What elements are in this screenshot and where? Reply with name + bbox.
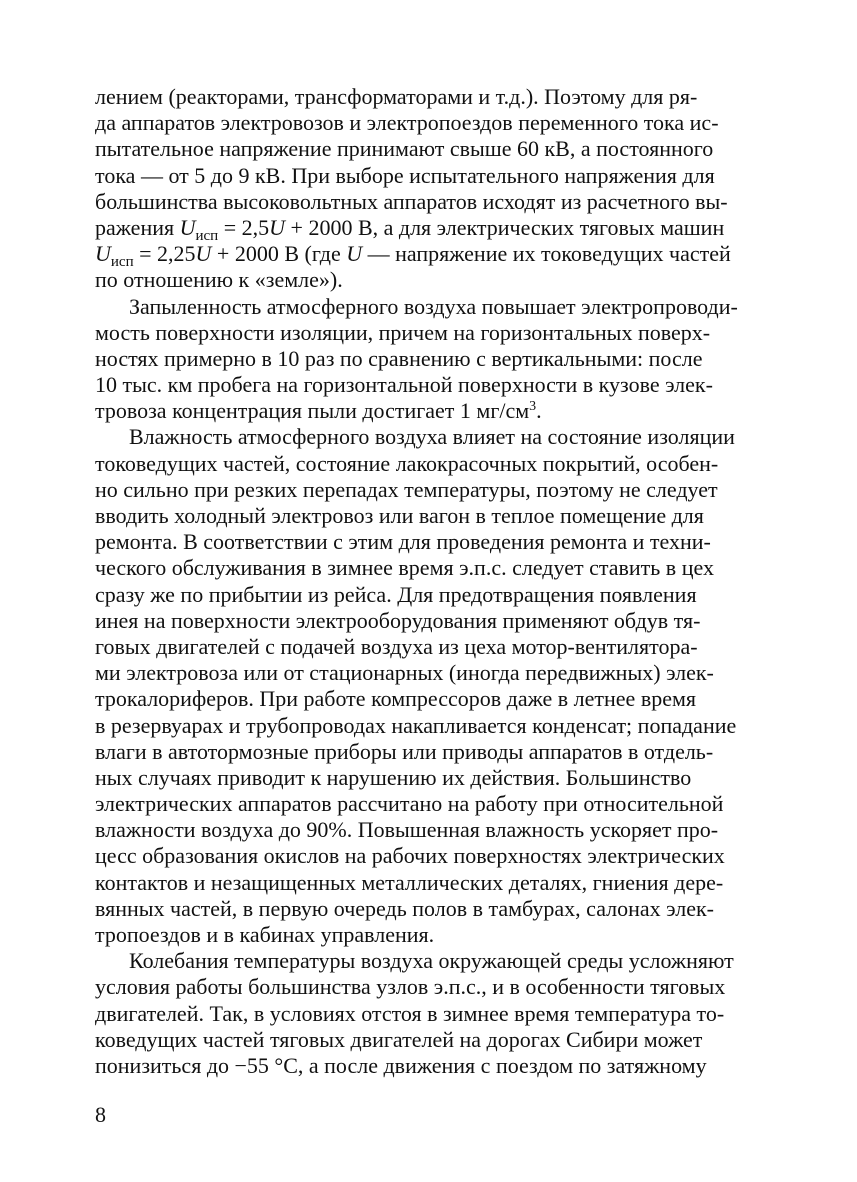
formula-variable: U (195, 241, 212, 267)
text-line: 10 тыс. км пробега на горизонтальной поверхности в кузове элек- (95, 372, 713, 398)
text-fragment: тровоза концентрация пыли достигает 1 мг/см (95, 398, 530, 424)
formula-variable: U (269, 214, 286, 240)
text-line: вводить холодный электровоз или вагон в теплое помещение для (95, 503, 704, 528)
formula-variable: U (95, 241, 111, 267)
page-number: 8 (95, 1102, 106, 1127)
text-line: да аппаратов электровозов и электропоездов переменного тока ис- (95, 110, 719, 136)
text-line: ных случаях приводит к нарушению их действия. Большинство (95, 764, 692, 790)
text-line: тропоездов и в кабинах управления. (95, 922, 435, 947)
text-line: Влажность атмосферного воздуха влияет на состояние изоляции (129, 424, 735, 450)
text-line: понизиться до −55 °С, а после движения с поездом по затяжному (95, 1052, 707, 1078)
text-line: цесс образования окислов на рабочих поверхностях электрических (95, 843, 725, 869)
paragraph (95, 294, 769, 425)
text-fragment: ражения (95, 214, 180, 240)
text-line: влажности воздуха до 90%. Повышенная влажность ускоряет про- (95, 817, 719, 843)
text-line: ностях примерно в 10 раз по сравнению с вертикальными: после (95, 345, 703, 371)
text-line: контактов и незащищенных металлических деталях, гниения дере- (95, 869, 724, 895)
text-line: Колебания температуры воздуха окружающей среды усложняют (129, 948, 734, 974)
text-line: ми электровоза или от стационарных (иногда передвижных) элек- (95, 660, 714, 686)
text-line: лением (реакторами, трансформаторами и т.д.). Поэтому для ря- (95, 84, 698, 109)
text-line: инея на поверхности электрооборудования применяют обдув тя- (95, 607, 701, 633)
formula-fragment: = 2,5 (218, 214, 270, 240)
paragraph (95, 424, 769, 948)
formula-subscript: исп (195, 227, 219, 244)
formula-fragment: = 2,25 (133, 241, 196, 267)
text-line: электрических аппаратов рассчитано на работу при относительной (95, 791, 724, 817)
text-line-formula (95, 241, 769, 271)
text-line: трокалориферов. При работе компрессоров даже в летнее время (95, 686, 697, 712)
formula-variable: U (179, 214, 196, 240)
text-line: пытательное напряжение принимают свыше 60 кВ, а постоянного (95, 136, 714, 162)
text-line: большинства высоковольтных аппаратов исходят из расчетного вы- (95, 188, 728, 214)
formula-subscript: исп (110, 254, 134, 271)
text-line: токоведущих частей, состояние лакокрасочных покрытий, особен- (95, 450, 719, 476)
text-line: коведущих частей тяговых двигателей на дорогах Сибири может (95, 1026, 703, 1052)
text-line: но сильно при резких перепадах температуры, поэтому не следует (95, 476, 718, 502)
text-line: сразу же по прибытии из рейса. Для предотвращения появления (95, 581, 697, 607)
text-line: влаги в автотормозные приборы или приводы аппаратов в отдель- (95, 738, 714, 764)
text-line: ческого обслуживания в зимнее время э.п.с. следует ставить в цех (95, 555, 714, 581)
text-line: по отношению к «земле»). (95, 267, 343, 293)
text-line: Запыленность атмосферного воздуха повышает электропроводи- (129, 293, 738, 319)
text-line-formula (95, 214, 769, 244)
text-line: ремонта. В соответствии с этим для проведения ремонта и техни- (95, 529, 711, 555)
text-fragment: — напряжение их токоведущих частей (362, 241, 731, 267)
text-line: говых двигателей с подачей воздуха из цеха мотор-вентилятора- (95, 633, 698, 659)
text-line: условия работы большинства узлов э.п.с., и в особенности тяговых (95, 974, 726, 1000)
text-fragment: + 2000 В (где (211, 241, 347, 267)
text-line: двигателей. Так, в условиях отстоя в зимнее время температура то- (95, 1000, 725, 1026)
paragraph (95, 84, 769, 294)
text-fragment: + 2000 В, а для электрических тяговых машин (285, 214, 725, 240)
page-body (95, 84, 769, 1079)
text-line: в резервуарах и трубопроводах накапливается конденсат; попадание (95, 712, 737, 738)
text-line: вянных частей, в первую очередь полов в тамбурах, салонах элек- (95, 895, 714, 921)
text-line: мость поверхности изоляции, причем на горизонтальных поверх- (95, 319, 711, 345)
text-line (95, 398, 769, 424)
paragraph (95, 948, 769, 1079)
text-line: тока — от 5 до 9 кВ. При выборе испытательного напряжения для (95, 162, 715, 188)
superscript: 3 (529, 399, 537, 415)
text-fragment: . (536, 398, 542, 424)
formula-variable: U (346, 241, 363, 267)
